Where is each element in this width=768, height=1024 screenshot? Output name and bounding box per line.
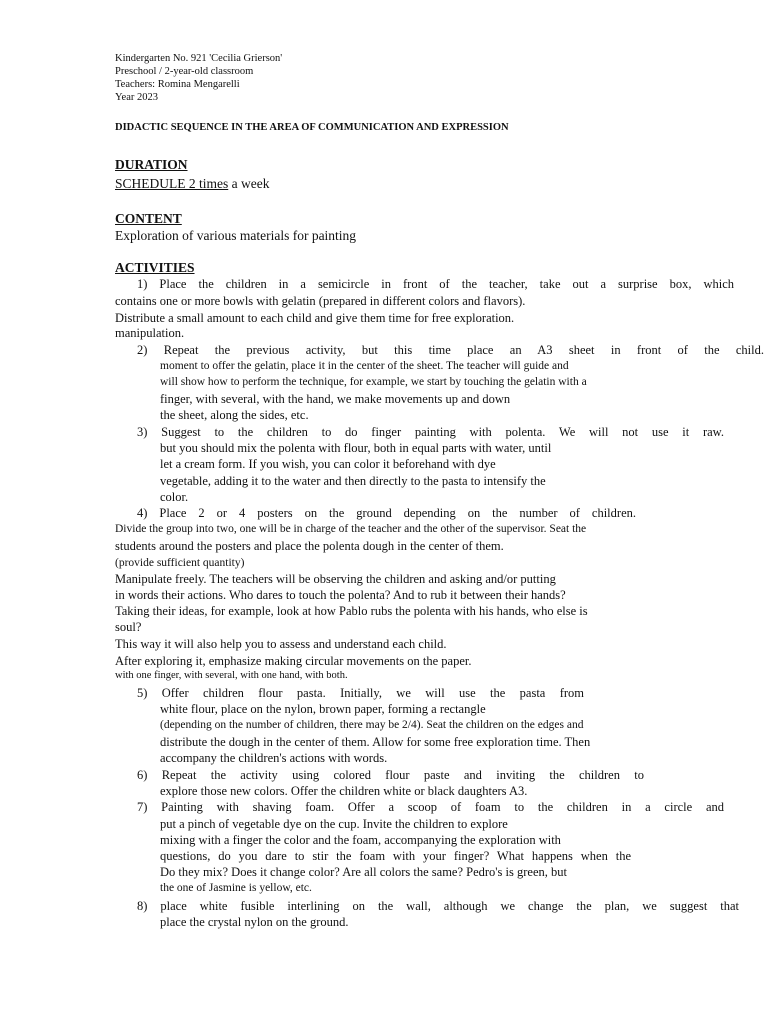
activity-8-line-2: place the crystal nylon on the ground. bbox=[160, 915, 349, 929]
activity-4-line-8: soul? bbox=[115, 620, 142, 634]
activity-5-line-2: white flour, place on the nylon, brown paper, forming a rectangle bbox=[160, 702, 486, 716]
activity-3-line-4: vegetable, adding it to the water and then directly to the pasta to intensify the bbox=[160, 474, 546, 488]
activity-4-line-11: with one finger, with several, with one hand, with both. bbox=[115, 670, 348, 681]
activity-4-line-1: 4) Place 2 or 4 posters on the ground depending on the number of children. bbox=[137, 506, 636, 520]
schedule-line bbox=[115, 176, 269, 192]
activity-3-line-3: let a cream form. If you wish, you can color it beforehand with dye bbox=[160, 457, 496, 471]
activity-2-line-1: 2) Repeat the previous activity, but this time place an A3 sheet in front of the child. bbox=[137, 343, 764, 357]
activity-1-line-1: 1) Place the children in a semicircle in front of the teacher, take out a surprise box, which bbox=[137, 277, 734, 291]
activity-6-line-2: explore those new colors. Offer the children white or black daughters A3. bbox=[160, 784, 528, 798]
activity-7-line-5: Do they mix? Does it change color? Are all colors the same? Pedro's is green, but bbox=[160, 865, 567, 879]
school-name: Kindergarten No. 921 'Cecilia Grierson' bbox=[115, 53, 283, 64]
activity-4-line-7: Taking their ideas, for example, look at how Pablo rubs the polenta with his hands, who else is bbox=[115, 604, 588, 618]
activity-4-line-10: After exploring it, emphasize making circular movements on the paper. bbox=[115, 654, 472, 668]
activity-7-line-3: mixing with a finger the color and the foam, accompanying the exploration with bbox=[160, 833, 561, 847]
activity-4-line-9: This way it will also help you to assess and understand each child. bbox=[115, 637, 447, 651]
activity-3-line-1: 3) Suggest to the children to do finger painting with polenta. We will not use it raw. bbox=[137, 425, 724, 439]
activity-1-line-4: manipulation. bbox=[115, 326, 185, 340]
year: Year 2023 bbox=[115, 92, 158, 103]
activity-4-line-6: in words their actions. Who dares to touch the polenta? And to rub it between their hands? bbox=[115, 588, 566, 602]
teachers: Teachers: Romina Mengarelli bbox=[115, 79, 240, 90]
activity-2-line-4: finger, with several, with the hand, we make movements up and down bbox=[160, 392, 511, 406]
activity-3-line-5: color. bbox=[160, 490, 189, 504]
schedule-underlined: SCHEDULE 2 times bbox=[115, 176, 229, 191]
activity-3-line-2: but you should mix the polenta with flour, both in equal parts with water, until bbox=[160, 441, 552, 455]
activity-7-line-6: the one of Jasmine is yellow, etc. bbox=[160, 882, 312, 894]
activity-4-line-3: students around the posters and place the polenta dough in the center of them. bbox=[115, 539, 504, 553]
activity-4-line-5: Manipulate freely. The teachers will be observing the children and asking and/or putting bbox=[115, 572, 556, 586]
activity-1-line-2: contains one or more bowls with gelatin (prepared in different colors and flavors). bbox=[115, 294, 526, 308]
activity-2-line-5: the sheet, along the sides, etc. bbox=[160, 408, 309, 422]
document-title: DIDACTIC SEQUENCE IN THE AREA OF COMMUNICATION AND EXPRESSION bbox=[115, 122, 509, 133]
activity-1-line-3: Distribute a small amount to each child and give them time for free exploration. bbox=[115, 311, 515, 325]
activity-4-line-2: Divide the group into two, one will be in charge of the teacher and the other of the supervisor. Seat the bbox=[115, 523, 587, 535]
content-text: Exploration of various materials for painting bbox=[115, 228, 357, 243]
activity-7-line-2: put a pinch of vegetable dye on the cup. Invite the children to explore bbox=[160, 817, 508, 831]
activity-4-line-4: (provide sufficient quantity) bbox=[115, 557, 245, 569]
activity-6-line-1: 6) Repeat the activity using colored flour paste and inviting the children to bbox=[137, 768, 644, 782]
activity-8-line-1: 8) place white fusible interlining on the wall, although we change the plan, we suggest that bbox=[137, 899, 739, 913]
activity-7-line-4: questions, do you dare to stir the foam with your finger? What happens when the bbox=[160, 849, 631, 863]
activities-heading: ACTIVITIES bbox=[115, 260, 195, 275]
activity-7-line-1: 7) Painting with shaving foam. Offer a scoop of foam to the children in a circle and bbox=[137, 800, 724, 814]
activity-5-line-3: (depending on the number of children, there may be 2/4). Seat the children on the edges and bbox=[160, 719, 584, 731]
classroom: Preschool / 2-year-old classroom bbox=[115, 66, 254, 77]
activity-5-line-1: 5) Offer children flour pasta. Initially, we will use the pasta from bbox=[137, 686, 584, 700]
activity-5-line-4: distribute the dough in the center of them. Allow for some free exploration time. Then bbox=[160, 735, 591, 749]
activity-2-line-2: moment to offer the gelatin, place it in the center of the sheet. The teacher will guide and bbox=[160, 360, 569, 372]
schedule-rest: a week bbox=[228, 176, 270, 191]
activity-2-line-3: will show how to perform the technique, for example, we start by touching the gelatin with a bbox=[160, 376, 587, 388]
content-heading: CONTENT bbox=[115, 211, 182, 226]
activity-5-line-5: accompany the children's actions with words. bbox=[160, 751, 388, 765]
duration-heading: DURATION bbox=[115, 157, 188, 172]
